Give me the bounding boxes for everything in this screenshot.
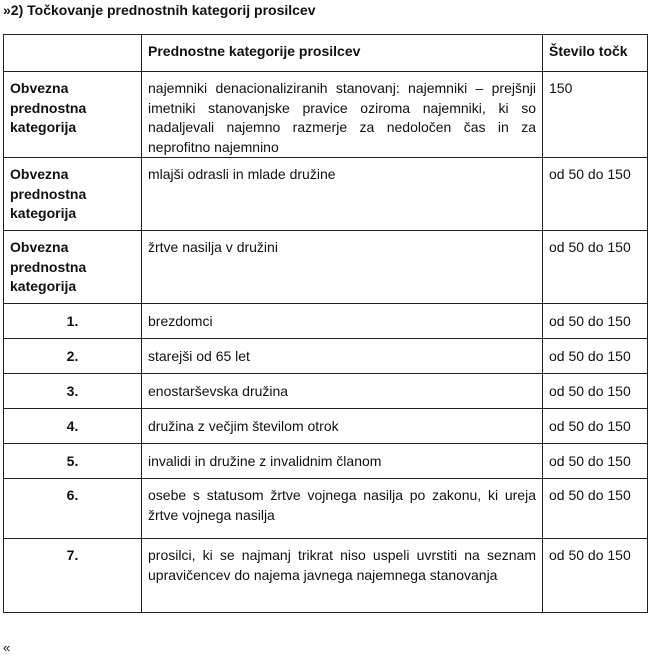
points-cell: od 50 do 150 [543,339,648,374]
category-cell: Obvezna prednostna kategorija [4,72,142,158]
category-number-cell: 1. [4,304,142,339]
table-row [4,374,648,409]
category-number-cell: 5. [4,444,142,479]
header-cell-points: Število točk [543,35,648,72]
points-cell: od 50 do 150 [543,479,648,539]
table-row [4,409,648,444]
category-number-cell: 3. [4,374,142,409]
description-cell: brezdomci [142,304,543,339]
table-row [4,72,648,158]
header-cell-empty [4,35,142,72]
table-header-row [4,35,648,72]
description-cell: osebe s statusom žrtve vojnega nasilja po zakonu, ki ureja žrtve vojnega nasilja [142,479,543,539]
section-heading: »2) Točkovanje prednostnih kategorij prosilcev [3,2,316,18]
points-cell: od 50 do 150 [543,231,648,304]
category-cell: Obvezna prednostna kategorija [4,158,142,231]
category-number-cell: 7. [4,539,142,613]
description-cell: prosilci, ki se najmanj trikrat niso uspeli uvrstiti na seznam upravičencev do najema javnega najemnega stanovanja [142,539,543,613]
description-cell: invalidi in družine z invalidnim članom [142,444,543,479]
points-cell: 150 [543,72,648,158]
description-cell: mlajši odrasli in mlade družine [142,158,543,231]
category-cell: Obvezna prednostna kategorija [4,231,142,304]
points-cell: od 50 do 150 [543,539,648,613]
description-cell: enostarševska družina [142,374,543,409]
table-row [4,304,648,339]
priority-categories-table [3,34,648,613]
points-cell: od 50 do 150 [543,158,648,231]
table-row [4,339,648,374]
points-cell: od 50 do 150 [543,374,648,409]
points-cell: od 50 do 150 [543,304,648,339]
description-cell: najemniki denacionaliziranih stanovanj: najemniki – prejšnji imetniki stanovanjske pravice oziroma najemniki, ki so nadaljevali najemno razmerje za nedoločen čas in za neprofitno najemnino [142,72,543,158]
category-number-cell: 4. [4,409,142,444]
table-row [4,539,648,613]
table-row [4,231,648,304]
description-cell: žrtve nasilja v družini [142,231,543,304]
category-number-cell: 6. [4,479,142,539]
description-cell: starejši od 65 let [142,339,543,374]
description-cell: družina z večjim številom otrok [142,409,543,444]
category-number-cell: 2. [4,339,142,374]
points-cell: od 50 do 150 [543,444,648,479]
table-row [4,479,648,539]
points-cell: od 50 do 150 [543,409,648,444]
closing-quote-mark: « [3,640,11,655]
table-row [4,444,648,479]
table-row [4,158,648,231]
header-cell-categories: Prednostne kategorije prosilcev [142,35,543,72]
